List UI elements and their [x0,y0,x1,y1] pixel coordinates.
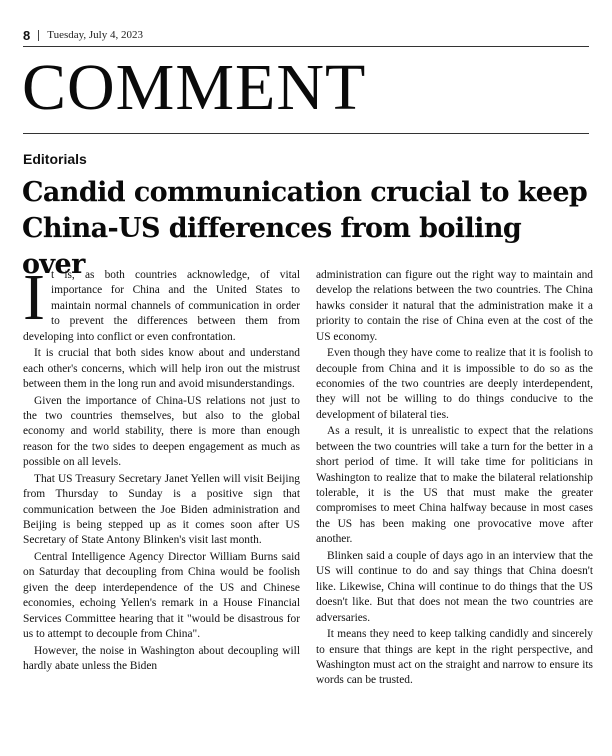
section-kicker: Editorials [23,151,87,167]
drop-cap: I [23,261,45,334]
article-column-left [23,261,300,676]
section-title: COMMENT [22,51,367,124]
article-paragraph: However, the noise in Washington about decoupling will hardly abate unless the Biden [23,644,300,673]
article-paragraph: It is, as both countries acknowledge, of vital importance for China and the United States to maintain normal channels of communication in order to prevent the differences between them from developing into conflict or even confrontation. [23,261,300,343]
article-column-right [316,268,593,690]
article-headline: Candid communication crucial to keep China-US differences from boiling over [22,177,588,280]
header-rule [23,46,589,47]
issue-date: Tuesday, July 4, 2023 [47,29,143,41]
header-divider [38,30,39,41]
article-paragraph: Even though they have come to realize that it is foolish to decouple from China and it is impossible to do so as the economies of the two countries are deeply interdependent, they will not be willing to do things conducive to the development of bilateral ties. [316,347,593,421]
page-header [23,25,589,45]
article-paragraph: administration can figure out the right way to maintain and develop the relations between the two countries. The China hawks consider it natural that the administration make it a priority to contain the rise of China even at the cost of the US economy. [316,269,593,343]
article-paragraph: Central Intelligence Agency Director William Burns said on Saturday that decoupling from China would be foolish given the deep interdependence of the US and Chinese economies, echoing Yellen's remark in a House Financial Services Committee hearing that it "would be disastrous for us to attempt to decouple from China". [23,551,300,641]
article-paragraph: Blinken said a couple of days ago in an interview that the US will continue to do and say things that China doesn't like. Likewise, China will continue to do things that the US doesn't like. But that does not mean the two countries are adversaries. [316,549,593,624]
article-paragraph: It is crucial that both sides know about and understand each other's concerns, which will help iron out the mistrust between them in the long run and avoid misunderstandings. [23,347,300,391]
article-paragraph: As a result, it is unrealistic to expect that the relations between the two countries will take a turn for the better in a short period of time. It will take time for politicians in Washington to realize that to make the bilateral relationship tolerable, it is the US that must make the greater compromises to meet China halfway because in most cases the US has been making one provocative move after another. [316,425,593,546]
article-paragraph: Given the importance of China-US relations not just to the two countries themselves, but also to the global economy and world stability, there is more than enough reason for the two sides to deepen engagement as much as possible on all levels. [23,394,300,469]
page-number: 8 [23,27,31,43]
article-paragraph: That US Treasury Secretary Janet Yellen will visit Beijing from Thursday to Sunday is a positive sign that communication between the Joe Biden administration and Beijing is being stepped up as it comes soon after US Secretary of State Antony Blinken's visit last month. [23,472,300,547]
article-paragraph: It means they need to keep talking candidly and sincerely to ensure that things are kept in the right perspective, and Washington must act on the straight and narrow to ensure its words can be trusted. [316,628,593,687]
section-rule [23,133,589,134]
